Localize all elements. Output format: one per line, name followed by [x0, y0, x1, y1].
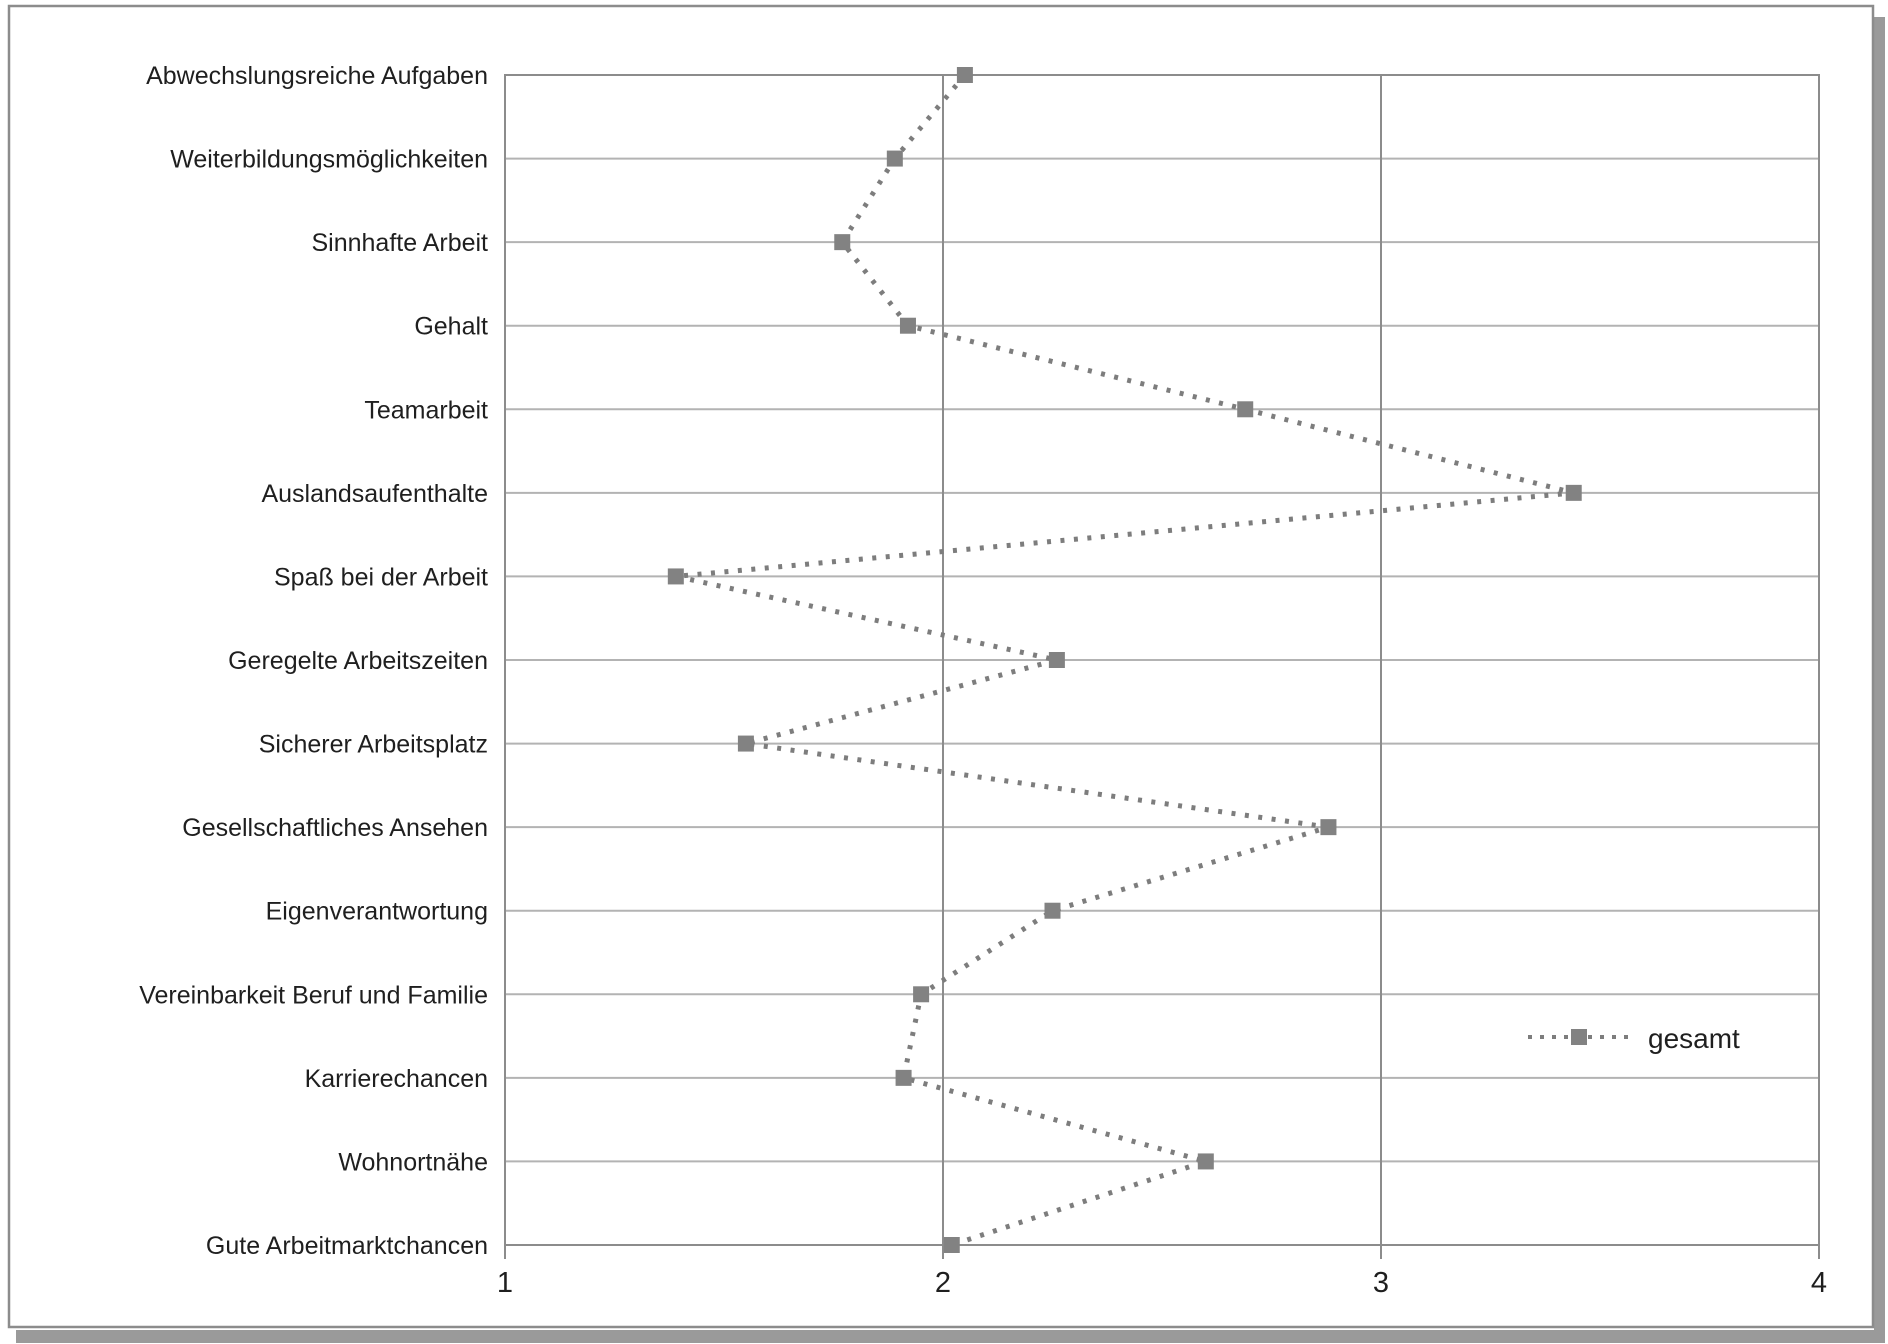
- legend-marker-icon: [1571, 1029, 1587, 1045]
- data-point-marker: [738, 736, 754, 752]
- category-label: Abwechslungsreiche Aufgaben: [146, 62, 488, 90]
- data-point-marker: [1045, 903, 1061, 919]
- data-point-marker: [668, 568, 684, 584]
- category-label: Wohnortnähe: [338, 1148, 488, 1177]
- data-point-marker: [1237, 401, 1253, 417]
- data-point-marker: [1198, 1153, 1214, 1169]
- data-point-marker: [900, 318, 916, 334]
- category-label: Sinnhafte Arbeit: [311, 229, 488, 258]
- category-label: Spaß bei der Arbeit: [273, 563, 488, 592]
- category-label: Weiterbildungsmöglichkeiten: [170, 145, 488, 174]
- frame-shadow-bottom: [16, 1330, 1882, 1343]
- legend: [1508, 1008, 1770, 1064]
- data-point-marker: [957, 67, 973, 83]
- x-tick-label: 3: [1372, 1267, 1390, 1299]
- data-point-marker: [944, 1237, 960, 1253]
- category-label: Teamarbeit: [364, 396, 488, 425]
- category-label: Geregelte Arbeitszeiten: [228, 647, 488, 675]
- category-label: Vereinbarkeit Beruf und Familie: [139, 981, 488, 1010]
- frame-shadow-right: [1874, 17, 1885, 1343]
- data-point-marker: [913, 986, 929, 1002]
- data-point-marker: [1049, 652, 1065, 668]
- data-point-marker: [1566, 485, 1582, 501]
- x-tick-label: 2: [934, 1267, 952, 1299]
- category-label: Gute Arbeitmarktchancen: [205, 1232, 488, 1260]
- x-tick-label: 1: [496, 1267, 514, 1299]
- category-label: Sicherer Arbeitsplatz: [258, 730, 488, 759]
- category-label: Eigenverantwortung: [265, 897, 488, 926]
- category-label: Karrierechancen: [304, 1064, 488, 1093]
- category-label: Gehalt: [414, 312, 488, 341]
- data-point-marker: [896, 1070, 912, 1086]
- legend-label: gesamt: [1648, 1023, 1740, 1054]
- data-point-marker: [834, 234, 850, 250]
- data-point-marker: [1320, 819, 1336, 835]
- category-label: Gesellschaftliches Ansehen: [182, 814, 488, 843]
- x-tick-label: 4: [1810, 1267, 1828, 1299]
- category-label: Auslandsaufenthalte: [261, 479, 488, 508]
- data-point-marker: [887, 151, 903, 167]
